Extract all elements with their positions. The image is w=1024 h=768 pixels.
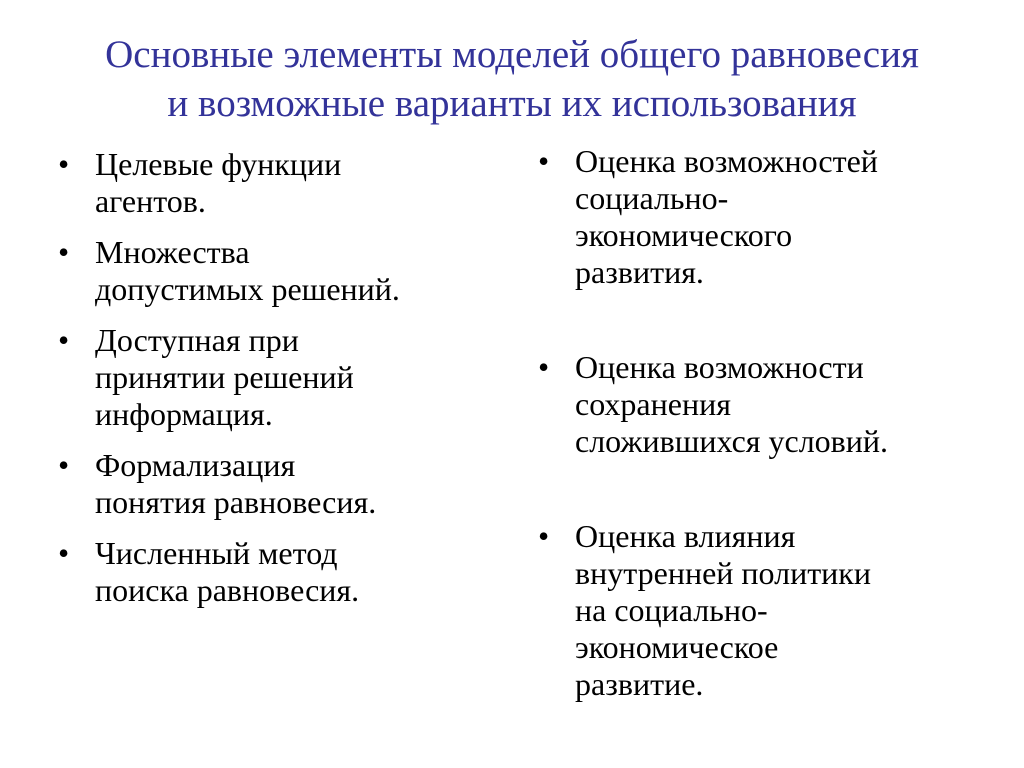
list-item-text: Формализация понятия равновесия. [95,447,377,520]
bullet-icon: • [58,322,70,358]
right-bullet-list [538,143,998,761]
list-item-text: Множества допустимых решений. [95,234,400,307]
bullet-icon: • [58,447,70,483]
list-item-text: Оценка влияния внутренней политики на социально- экономическое развитие. [575,518,871,702]
title-line-1: Основные элементы моделей общего равновесия [105,33,919,76]
bullet-icon: • [58,146,70,182]
bullet-icon: • [58,535,70,571]
bullet-icon: • [538,349,550,385]
title-line-2: и возможные варианты их использования [167,82,857,125]
slide-title [0,30,1024,128]
list-item-text: Оценка возможности сохранения сложившихся условий. [575,349,889,459]
list-item-text: Целевые функции агентов. [95,146,342,219]
list-item-text: Оценка возможностей социально- экономического развития. [575,143,878,290]
bullet-icon: • [58,234,70,270]
list-item [538,143,998,291]
bullet-icon: • [538,518,550,554]
bullet-icon: • [538,143,550,179]
left-bullet-list [58,146,508,623]
list-item-text: Численный метод поиска равновесия. [95,535,360,608]
list-item-text: Доступная при принятии решений информация. [95,322,354,432]
list-item [58,322,508,433]
list-item [58,447,508,521]
list-item [58,535,508,609]
list-item [538,349,998,460]
list-item [58,234,508,308]
list-item [538,518,998,703]
list-item [58,146,508,220]
